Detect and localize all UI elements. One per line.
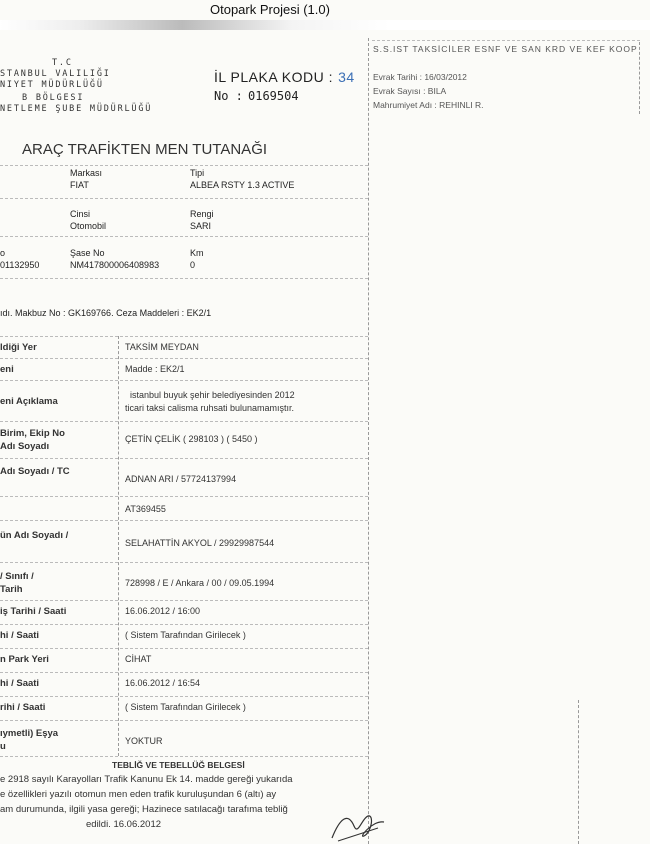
inst-line-5: NETLEME ŞUBE MÜDÜRLÜĞÜ bbox=[0, 104, 153, 114]
header-stripe bbox=[0, 20, 650, 30]
row-value: Madde : EK2/1 bbox=[125, 364, 185, 374]
row-rule bbox=[0, 458, 368, 459]
row-label-line-2: Adı Soyadı bbox=[0, 441, 50, 452]
row-rule bbox=[0, 496, 368, 497]
row-value: SELAHATTİN AKYOL / 29929987544 bbox=[125, 538, 275, 548]
row-rule bbox=[0, 358, 368, 359]
row-rule bbox=[0, 380, 368, 381]
row-rule bbox=[0, 336, 368, 337]
side-panel-right-rule bbox=[639, 42, 640, 114]
row-label: eni bbox=[0, 364, 14, 375]
footer-line-3: am durumunda, ilgili yasa gereği; Hazinece satılacağı tarafıma tebliğ bbox=[0, 804, 288, 815]
sase-value: NM417800006408983 bbox=[70, 260, 160, 270]
side-org: S.S.IST TAKSİCİLER ESNF VE SAN KRD VE KEF KOOP bbox=[373, 44, 638, 54]
title-bar bbox=[0, 0, 650, 38]
row-rule bbox=[0, 720, 368, 721]
cinsi-value: Otomobil bbox=[70, 221, 107, 231]
row-label: hi / Saati bbox=[0, 630, 40, 641]
row-rule bbox=[0, 756, 368, 757]
vehicle-rule-2 bbox=[0, 198, 368, 199]
doc-no-label: No : bbox=[214, 89, 243, 103]
row-label: Adı Soyadı / TC bbox=[0, 466, 70, 477]
row-label: ldiği Yer bbox=[0, 342, 37, 353]
km-value: 0 bbox=[190, 260, 196, 270]
row-label: hi / Saati bbox=[0, 678, 40, 689]
table-column-rule bbox=[118, 336, 119, 756]
signature-graphic bbox=[328, 808, 388, 844]
side-panel-top-rule bbox=[372, 40, 640, 41]
lower-right-rule bbox=[578, 700, 579, 844]
row-rule bbox=[0, 696, 368, 697]
motor-value: 01132950 bbox=[0, 260, 40, 270]
row-label-line-2: u bbox=[0, 741, 6, 752]
row-rule bbox=[0, 520, 368, 521]
footer-line-2: e özellikleri yazılı otomun men eden trafik kuruluşundan 6 (altı) ay bbox=[0, 789, 277, 800]
marka-value: FIAT bbox=[70, 180, 89, 190]
inst-line-4: B BÖLGESI bbox=[22, 93, 85, 103]
footer-heading: TEBLİĞ VE TEBELLÜĞ BELGESİ bbox=[112, 760, 245, 770]
motor-label: o bbox=[0, 248, 6, 258]
km-label: Km bbox=[190, 248, 204, 258]
app-title: Otopark Projesi (1.0) bbox=[210, 2, 330, 17]
row-label: iş Tarihi / Saati bbox=[0, 606, 67, 617]
plate-code: 34 bbox=[338, 69, 355, 85]
document-number-row bbox=[214, 85, 299, 104]
side-panel-left-rule bbox=[368, 38, 369, 844]
row-value: CİHAT bbox=[125, 654, 152, 664]
tipi-label: Tipi bbox=[190, 168, 205, 178]
row-value: ( Sistem Tarafından Girilecek ) bbox=[125, 630, 246, 640]
row-value: istanbul buyuk şehir belediyesinden 2012 bbox=[130, 390, 295, 400]
renk-label: Rengi bbox=[190, 209, 214, 219]
row-rule bbox=[0, 600, 368, 601]
makbuz-line: ıdı. Makbuz No : GK169766. Ceza Maddeleri : EK2/1 bbox=[0, 308, 212, 318]
footer-line-1: e 2918 sayılı Karayolları Trafik Kanunu Ek 14. madde gereği yukarıda bbox=[0, 774, 293, 785]
plate-label: İL PLAKA KODU : bbox=[214, 69, 334, 85]
side-mahrumiyet: Mahrumiyet Adı : REHINLI R. bbox=[373, 100, 484, 110]
row-value: ADNAN ARI / 57724137994 bbox=[125, 474, 237, 484]
side-evrak-sayisi: Evrak Sayısı : BILA bbox=[373, 86, 447, 96]
plate-code-row bbox=[214, 67, 355, 86]
row-label-line-2: Tarih bbox=[0, 584, 23, 595]
row-label: / Sınıfı / bbox=[0, 571, 34, 582]
row-rule bbox=[0, 624, 368, 625]
row-label: rihi / Saati bbox=[0, 702, 46, 713]
row-label: eni Açıklama bbox=[0, 396, 58, 407]
row-label: ün Adı Soyadı / bbox=[0, 530, 69, 541]
row-rule bbox=[0, 672, 368, 673]
doc-no-value: 0169504 bbox=[248, 89, 299, 103]
row-value: 728998 / E / Ankara / 00 / 09.05.1994 bbox=[125, 578, 275, 588]
inst-line-3: NIYET MÜDÜRLÜĞÜ bbox=[0, 80, 104, 90]
row-value: AT369455 bbox=[125, 504, 166, 514]
document-title: ARAÇ TRAFİKTEN MEN TUTANAĞI bbox=[22, 141, 268, 158]
vehicle-rule-4 bbox=[0, 278, 368, 279]
side-evrak-tarihi: Evrak Tarihi : 16/03/2012 bbox=[373, 72, 467, 82]
vehicle-rule-3 bbox=[0, 236, 368, 237]
row-value: ( Sistem Tarafından Girilecek ) bbox=[125, 702, 246, 712]
row-label: ıymetli) Eşya bbox=[0, 728, 59, 739]
row-label: n Park Yeri bbox=[0, 654, 49, 665]
inst-line-1: T.C bbox=[52, 58, 73, 68]
row-value: YOKTUR bbox=[125, 736, 163, 746]
tipi-value: ALBEA RSTY 1.3 ACTIVE bbox=[190, 180, 295, 190]
vehicle-rule-1 bbox=[0, 165, 368, 166]
row-value: TAKSİM MEYDAN bbox=[125, 342, 199, 352]
renk-value: SARI bbox=[190, 221, 212, 231]
marka-label: Markası bbox=[70, 168, 103, 178]
row-rule bbox=[0, 421, 368, 422]
row-value: 16.06.2012 / 16:54 bbox=[125, 678, 201, 688]
row-value: ÇETİN ÇELİK ( 298103 ) ( 5450 ) bbox=[125, 434, 258, 444]
inst-line-2: STANBUL VALILIĞI bbox=[0, 69, 111, 79]
row-value: 16.06.2012 / 16:00 bbox=[125, 606, 201, 616]
footer-line-4: edildi. 16.06.2012 bbox=[86, 819, 162, 830]
cinsi-label: Cinsi bbox=[70, 209, 91, 219]
sase-label: Şase No bbox=[70, 248, 105, 258]
row-rule bbox=[0, 648, 368, 649]
row-label: Birim, Ekip No bbox=[0, 428, 65, 439]
row-rule bbox=[0, 562, 368, 563]
row-value-line-2: ticari taksi calisma ruhsati bulunamamıştır. bbox=[125, 403, 295, 413]
